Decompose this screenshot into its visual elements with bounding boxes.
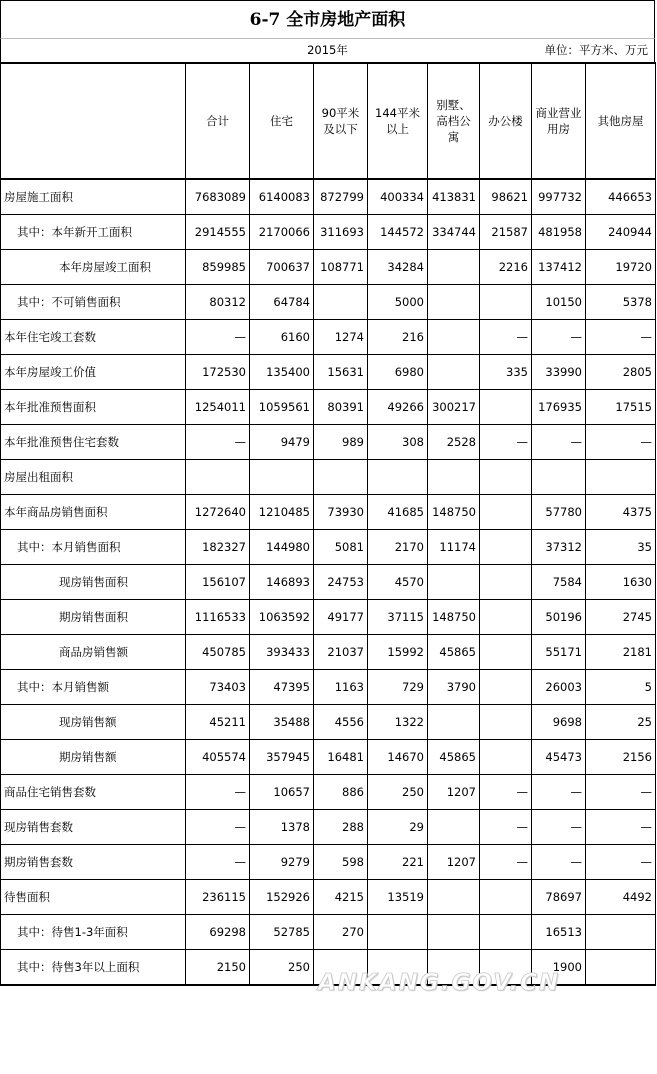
data-cell: 152926 <box>250 880 314 915</box>
row-label: 现房销售额 <box>1 705 186 740</box>
data-cell: 17515 <box>586 390 656 425</box>
data-cell: 250 <box>250 950 314 986</box>
data-cell <box>480 705 532 740</box>
data-cell: — <box>586 425 656 460</box>
data-cell: — <box>532 320 586 355</box>
data-cell: 15631 <box>314 355 368 390</box>
data-cell: 29 <box>368 810 428 845</box>
row-label: 商品房销售额 <box>1 635 186 670</box>
data-cell: 80312 <box>186 285 250 320</box>
real-estate-area-table <box>0 62 656 986</box>
data-cell: — <box>480 425 532 460</box>
data-cell: 45473 <box>532 740 586 775</box>
row-label: 本年批准预售住宅套数 <box>1 425 186 460</box>
data-cell: 2805 <box>586 355 656 390</box>
table-row <box>1 425 656 460</box>
data-cell: 450785 <box>186 635 250 670</box>
row-label: 待售面积 <box>1 880 186 915</box>
data-cell: — <box>586 320 656 355</box>
row-label: 期房销售套数 <box>1 845 186 880</box>
data-cell <box>480 880 532 915</box>
data-cell <box>480 740 532 775</box>
table-row <box>1 565 656 600</box>
data-cell: 73930 <box>314 495 368 530</box>
data-cell: 7683089 <box>186 179 250 215</box>
header-cell: 其他房屋 <box>586 63 656 179</box>
row-label: 本年批准预售面积 <box>1 390 186 425</box>
data-cell <box>368 915 428 950</box>
data-cell <box>314 285 368 320</box>
data-cell: 25 <box>586 705 656 740</box>
data-cell: 69298 <box>186 915 250 950</box>
table-body <box>1 179 656 985</box>
table-row <box>1 705 656 740</box>
data-cell: 148750 <box>428 600 480 635</box>
table-row <box>1 355 656 390</box>
data-cell: 9279 <box>250 845 314 880</box>
table-title: 6-7 全市房地产面积 <box>0 0 655 38</box>
table-row <box>1 880 656 915</box>
data-cell <box>428 880 480 915</box>
data-cell: 4215 <box>314 880 368 915</box>
table-row <box>1 460 656 495</box>
data-cell: — <box>586 810 656 845</box>
unit-label: 单位：平方米、万元 <box>544 43 648 57</box>
data-cell: 9479 <box>250 425 314 460</box>
data-cell: — <box>186 320 250 355</box>
data-cell: 49266 <box>368 390 428 425</box>
data-cell: 37312 <box>532 530 586 565</box>
data-cell: 1059561 <box>250 390 314 425</box>
data-cell: 270 <box>314 915 368 950</box>
watermark: ANKANG.GOV.CN <box>318 970 561 996</box>
table-row <box>1 845 656 880</box>
data-cell: — <box>186 810 250 845</box>
data-cell: 393433 <box>250 635 314 670</box>
table-row <box>1 810 656 845</box>
data-cell: 45865 <box>428 740 480 775</box>
data-cell: 34284 <box>368 250 428 285</box>
table-row <box>1 179 656 215</box>
data-cell: 57780 <box>532 495 586 530</box>
data-cell: 2745 <box>586 600 656 635</box>
data-cell: 5081 <box>314 530 368 565</box>
data-cell: 182327 <box>186 530 250 565</box>
table-row <box>1 390 656 425</box>
data-cell: 3790 <box>428 670 480 705</box>
data-cell: 176935 <box>532 390 586 425</box>
table-subheader <box>0 38 655 62</box>
data-cell: 598 <box>314 845 368 880</box>
data-cell <box>428 250 480 285</box>
data-cell: 144980 <box>250 530 314 565</box>
header-cell: 144平米以上 <box>368 63 428 179</box>
row-label: 其中：待售1-3年面积 <box>1 915 186 950</box>
data-cell: — <box>186 775 250 810</box>
table-row <box>1 285 656 320</box>
data-cell: 24753 <box>314 565 368 600</box>
row-label: 本年商品房销售面积 <box>1 495 186 530</box>
data-cell: 73403 <box>186 670 250 705</box>
data-cell: 148750 <box>428 495 480 530</box>
data-cell: 16481 <box>314 740 368 775</box>
data-cell <box>250 460 314 495</box>
table-row <box>1 215 656 250</box>
data-cell: 135400 <box>250 355 314 390</box>
row-label: 现房销售面积 <box>1 565 186 600</box>
data-cell: 2156 <box>586 740 656 775</box>
table-row <box>1 530 656 565</box>
table-row <box>1 600 656 635</box>
data-cell: 1322 <box>368 705 428 740</box>
data-cell <box>480 635 532 670</box>
data-cell: 21587 <box>480 215 532 250</box>
header-cell: 办公楼 <box>480 63 532 179</box>
data-cell: — <box>480 320 532 355</box>
data-cell: 240944 <box>586 215 656 250</box>
table-row <box>1 740 656 775</box>
data-cell: 2181 <box>586 635 656 670</box>
data-cell <box>480 495 532 530</box>
data-cell: — <box>186 845 250 880</box>
data-cell: 55171 <box>532 635 586 670</box>
data-cell: 144572 <box>368 215 428 250</box>
data-cell: 10657 <box>250 775 314 810</box>
row-label: 期房销售额 <box>1 740 186 775</box>
row-label: 房屋施工面积 <box>1 179 186 215</box>
data-cell: 7584 <box>532 565 586 600</box>
data-cell <box>428 355 480 390</box>
data-cell: 35 <box>586 530 656 565</box>
data-cell: 35488 <box>250 705 314 740</box>
table-row <box>1 635 656 670</box>
data-cell: 64784 <box>250 285 314 320</box>
data-cell: — <box>186 425 250 460</box>
data-cell: 9698 <box>532 705 586 740</box>
data-cell: 288 <box>314 810 368 845</box>
data-cell: 481958 <box>532 215 586 250</box>
data-cell: 1207 <box>428 775 480 810</box>
data-cell: 5378 <box>586 285 656 320</box>
data-cell: 98621 <box>480 179 532 215</box>
data-cell: 311693 <box>314 215 368 250</box>
row-label: 商品住宅销售套数 <box>1 775 186 810</box>
data-cell: 2216 <box>480 250 532 285</box>
data-cell: 33990 <box>532 355 586 390</box>
data-cell: 137412 <box>532 250 586 285</box>
data-cell: 1163 <box>314 670 368 705</box>
data-cell: 4375 <box>586 495 656 530</box>
data-cell: 700637 <box>250 250 314 285</box>
data-cell: — <box>480 845 532 880</box>
row-label: 本年房屋竣工面积 <box>1 250 186 285</box>
data-cell: 108771 <box>314 250 368 285</box>
data-cell: 146893 <box>250 565 314 600</box>
data-cell: 52785 <box>250 915 314 950</box>
data-cell: 21037 <box>314 635 368 670</box>
data-cell <box>428 320 480 355</box>
data-cell: 300217 <box>428 390 480 425</box>
header-corner <box>1 63 186 179</box>
data-cell <box>428 810 480 845</box>
data-cell: 15992 <box>368 635 428 670</box>
data-cell: 236115 <box>186 880 250 915</box>
data-cell: 729 <box>368 670 428 705</box>
data-cell: 2170 <box>368 530 428 565</box>
data-cell <box>480 915 532 950</box>
row-label: 本年住宅竣工套数 <box>1 320 186 355</box>
table-row <box>1 775 656 810</box>
header-cell: 商业营业用房 <box>532 63 586 179</box>
header-cell: 合计 <box>186 63 250 179</box>
data-cell: 446653 <box>586 179 656 215</box>
data-cell <box>480 670 532 705</box>
data-cell: 1063592 <box>250 600 314 635</box>
data-cell: — <box>532 810 586 845</box>
row-label: 期房销售面积 <box>1 600 186 635</box>
table-row <box>1 915 656 950</box>
year-label: 2015年 <box>307 43 348 57</box>
table-row <box>1 670 656 705</box>
data-cell: 50196 <box>532 600 586 635</box>
data-cell: 308 <box>368 425 428 460</box>
data-cell: 997732 <box>532 179 586 215</box>
data-cell <box>186 460 250 495</box>
data-cell: 10150 <box>532 285 586 320</box>
data-cell <box>532 460 586 495</box>
data-cell: — <box>532 425 586 460</box>
data-cell <box>368 460 428 495</box>
data-cell <box>428 705 480 740</box>
data-cell: 1900 <box>532 950 586 986</box>
data-cell: 47395 <box>250 670 314 705</box>
data-cell: — <box>480 775 532 810</box>
data-cell: 1272640 <box>186 495 250 530</box>
data-cell: 2914555 <box>186 215 250 250</box>
data-cell: 250 <box>368 775 428 810</box>
data-cell: 13519 <box>368 880 428 915</box>
data-cell: — <box>480 810 532 845</box>
data-cell: 80391 <box>314 390 368 425</box>
data-cell <box>428 915 480 950</box>
data-cell: 45865 <box>428 635 480 670</box>
data-cell: 156107 <box>186 565 250 600</box>
data-cell <box>314 460 368 495</box>
table-row <box>1 495 656 530</box>
data-cell: 4556 <box>314 705 368 740</box>
data-cell <box>480 600 532 635</box>
data-cell <box>586 460 656 495</box>
data-cell: 405574 <box>186 740 250 775</box>
data-cell: 2150 <box>186 950 250 986</box>
data-cell: 41685 <box>368 495 428 530</box>
data-cell: 2170066 <box>250 215 314 250</box>
data-cell: 1254011 <box>186 390 250 425</box>
data-cell: 6140083 <box>250 179 314 215</box>
row-label: 其中：本月销售面积 <box>1 530 186 565</box>
data-cell: 221 <box>368 845 428 880</box>
data-cell: 1378 <box>250 810 314 845</box>
data-cell <box>586 915 656 950</box>
data-cell: 859985 <box>186 250 250 285</box>
data-cell: 334744 <box>428 215 480 250</box>
data-cell <box>480 565 532 600</box>
data-cell: 26003 <box>532 670 586 705</box>
data-cell: 400334 <box>368 179 428 215</box>
data-cell: 886 <box>314 775 368 810</box>
data-cell <box>428 565 480 600</box>
row-label: 本年房屋竣工价值 <box>1 355 186 390</box>
data-cell: 11174 <box>428 530 480 565</box>
data-cell: 78697 <box>532 880 586 915</box>
row-label: 其中：本月销售额 <box>1 670 186 705</box>
data-cell <box>480 530 532 565</box>
row-label: 其中：不可销售面积 <box>1 285 186 320</box>
data-cell: 4492 <box>586 880 656 915</box>
data-cell: 1116533 <box>186 600 250 635</box>
data-cell: 16513 <box>532 915 586 950</box>
data-cell: 872799 <box>314 179 368 215</box>
header-cell: 住宅 <box>250 63 314 179</box>
row-label: 房屋出租面积 <box>1 460 186 495</box>
data-cell: 45211 <box>186 705 250 740</box>
data-cell: 216 <box>368 320 428 355</box>
data-cell: — <box>586 845 656 880</box>
data-cell: 14670 <box>368 740 428 775</box>
row-label: 其中：本年新开工面积 <box>1 215 186 250</box>
data-cell: 357945 <box>250 740 314 775</box>
data-cell <box>480 460 532 495</box>
data-cell: 4570 <box>368 565 428 600</box>
data-cell: 1630 <box>586 565 656 600</box>
table-row <box>1 250 656 285</box>
data-cell: 5000 <box>368 285 428 320</box>
data-cell: 6160 <box>250 320 314 355</box>
data-cell <box>480 285 532 320</box>
data-cell: 989 <box>314 425 368 460</box>
row-label: 现房销售套数 <box>1 810 186 845</box>
data-cell: 172530 <box>186 355 250 390</box>
data-cell: 1210485 <box>250 495 314 530</box>
header-row <box>1 63 656 179</box>
data-cell: 6980 <box>368 355 428 390</box>
data-cell: 5 <box>586 670 656 705</box>
row-label: 其中：待售3年以上面积 <box>1 950 186 986</box>
data-cell: — <box>532 845 586 880</box>
data-cell: 335 <box>480 355 532 390</box>
data-cell: 19720 <box>586 250 656 285</box>
data-cell: — <box>532 775 586 810</box>
data-cell <box>480 390 532 425</box>
header-cell: 90平米及以下 <box>314 63 368 179</box>
data-cell: 49177 <box>314 600 368 635</box>
data-cell <box>428 285 480 320</box>
data-cell: 1274 <box>314 320 368 355</box>
data-cell: — <box>586 775 656 810</box>
data-cell: 37115 <box>368 600 428 635</box>
header-cell: 别墅、高档公寓 <box>428 63 480 179</box>
table-row <box>1 320 656 355</box>
data-cell <box>428 460 480 495</box>
data-cell: 413831 <box>428 179 480 215</box>
data-cell: 1207 <box>428 845 480 880</box>
data-cell <box>586 950 656 986</box>
data-cell: 2528 <box>428 425 480 460</box>
